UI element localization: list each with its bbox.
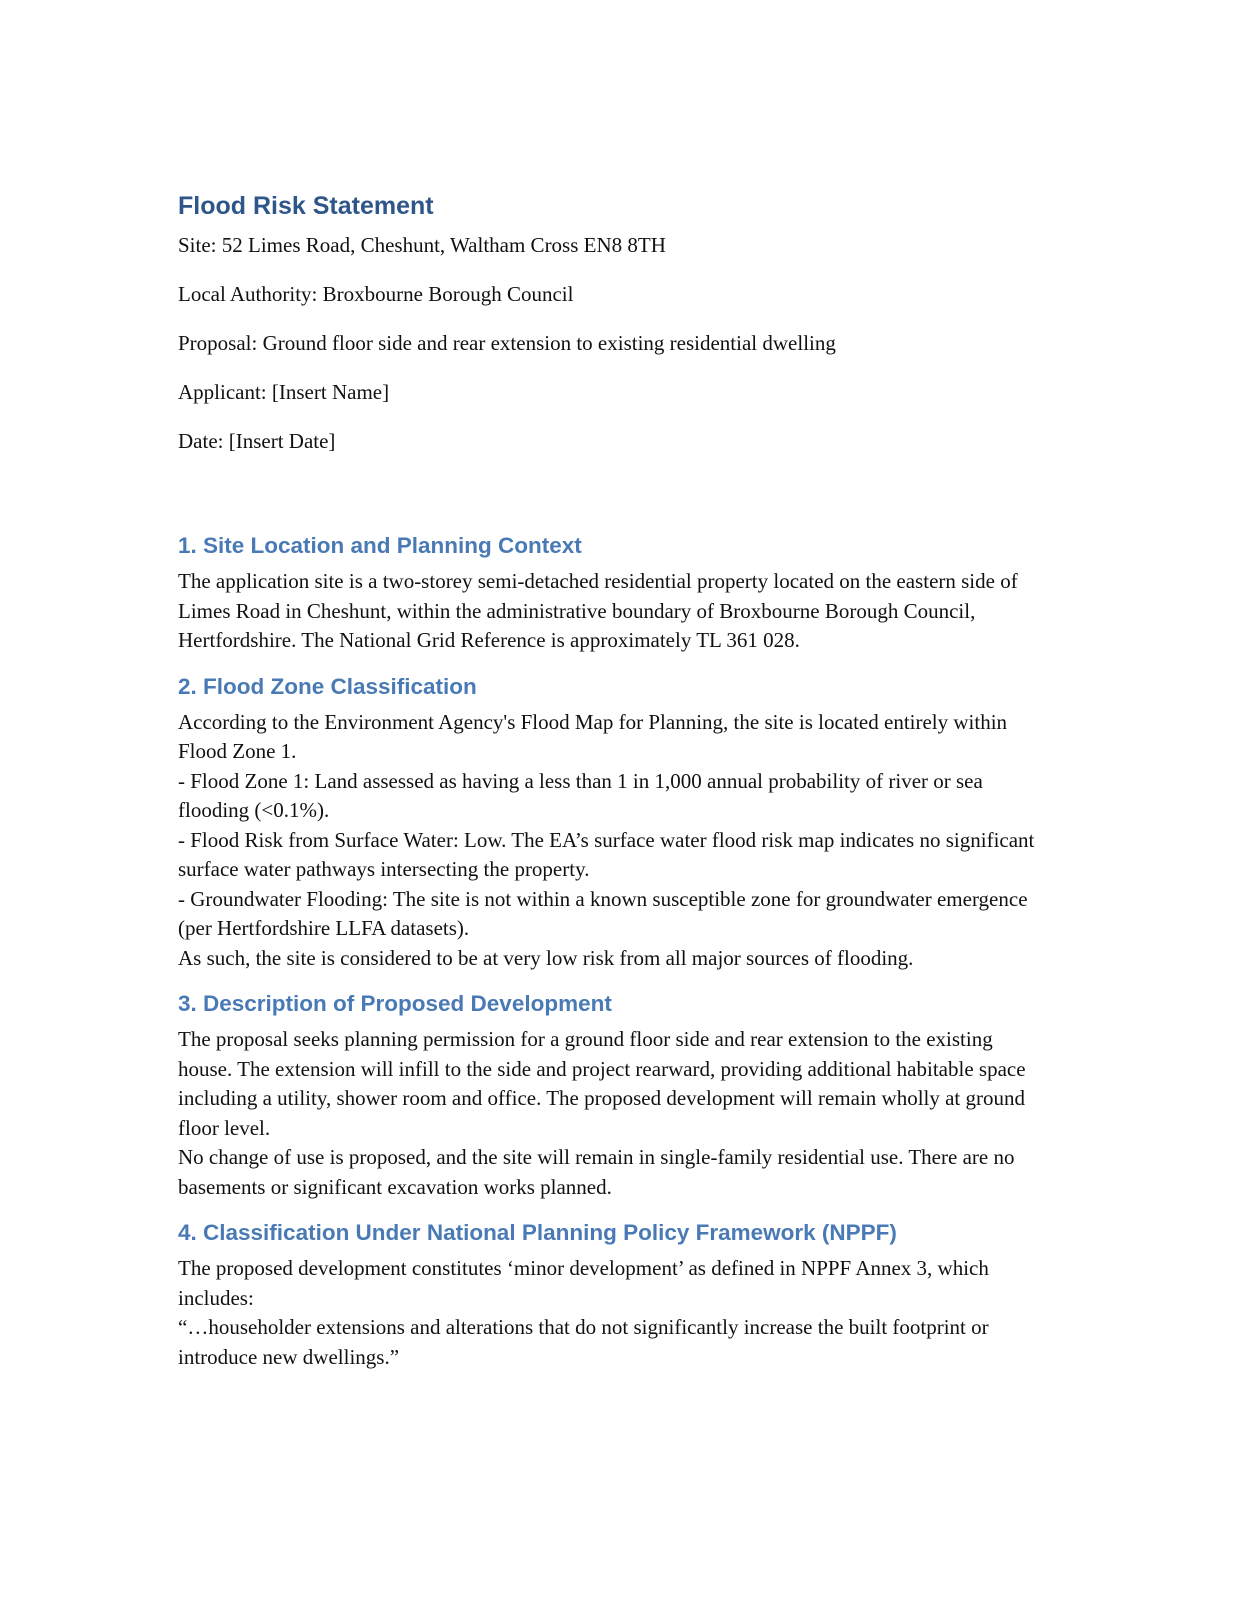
section-heading: 1. Site Location and Planning Context (178, 533, 582, 558)
section-flood-zone (178, 670, 1048, 974)
section-nppf-classification (178, 1216, 1048, 1372)
section-heading: 3. Description of Proposed Development (178, 991, 612, 1016)
applicant: Applicant: [Insert Name] (178, 380, 390, 404)
nppf-quote: “…householder extensions and alterations that do not significantly increase the built footprint or introduce new dwellings.” (178, 1315, 989, 1369)
document-title: Flood Risk Statement (178, 192, 434, 220)
section-paragraph: No change of use is proposed, and the site will remain in single-family residential use. There are no basements or significant excavation works planned. (178, 1145, 1015, 1199)
section-proposed-development (178, 987, 1048, 1202)
local-authority: Local Authority: Broxbourne Borough Council (178, 282, 574, 306)
section-heading: 4. Classification Under National Planning Policy Framework (NPPF) (178, 1220, 897, 1245)
section-site-location (178, 529, 1048, 656)
proposal-summary: Proposal: Ground floor side and rear extension to existing residential dwelling (178, 331, 836, 355)
section-paragraph: According to the Environment Agency's Flood Map for Planning, the site is located entirely within Flood Zone 1. (178, 709, 1008, 763)
bullet-flood-zone-1: - Flood Zone 1: Land assessed as having a less than 1 in 1,000 annual probability of river or sea flooding (<0.1%). (178, 768, 983, 822)
section-conclusion: As such, the site is considered to be at very low risk from all major sources of flooding. (178, 945, 914, 970)
section-paragraph: The application site is a two-storey semi-detached residential property located on the eastern side of Limes Road in Cheshunt, within the administrative boundary of Broxbourne Borough Council, Hertfordshire. The National Grid Reference is approximately TL 361 028. (178, 569, 1018, 652)
document-page (178, 188, 1048, 1386)
bullet-groundwater: - Groundwater Flooding: The site is not within a known susceptible zone for groundwater emergence (per Hertfordshire LLFA datasets). (178, 886, 1028, 940)
spacer (178, 475, 1048, 529)
section-paragraph: The proposed development constitutes ‘minor development’ as defined in NPPF Annex 3, which includes: (178, 1256, 989, 1310)
document-date: Date: [Insert Date] (178, 429, 336, 453)
bullet-surface-water: - Flood Risk from Surface Water: Low. The EA’s surface water flood risk map indicates no significant surface water pathways intersecting the property. (178, 827, 1035, 881)
section-heading: 2. Flood Zone Classification (178, 673, 477, 699)
site-address: Site: 52 Limes Road, Cheshunt, Waltham Cross EN8 8TH (178, 233, 666, 257)
section-paragraph: The proposal seeks planning permission for a ground floor side and rear extension to the existing house. The extension will infill to the side and project rearward, providing additional habitable space including a utility, shower room and office. The proposed development will remain wholly at ground floor level. (178, 1027, 1026, 1140)
